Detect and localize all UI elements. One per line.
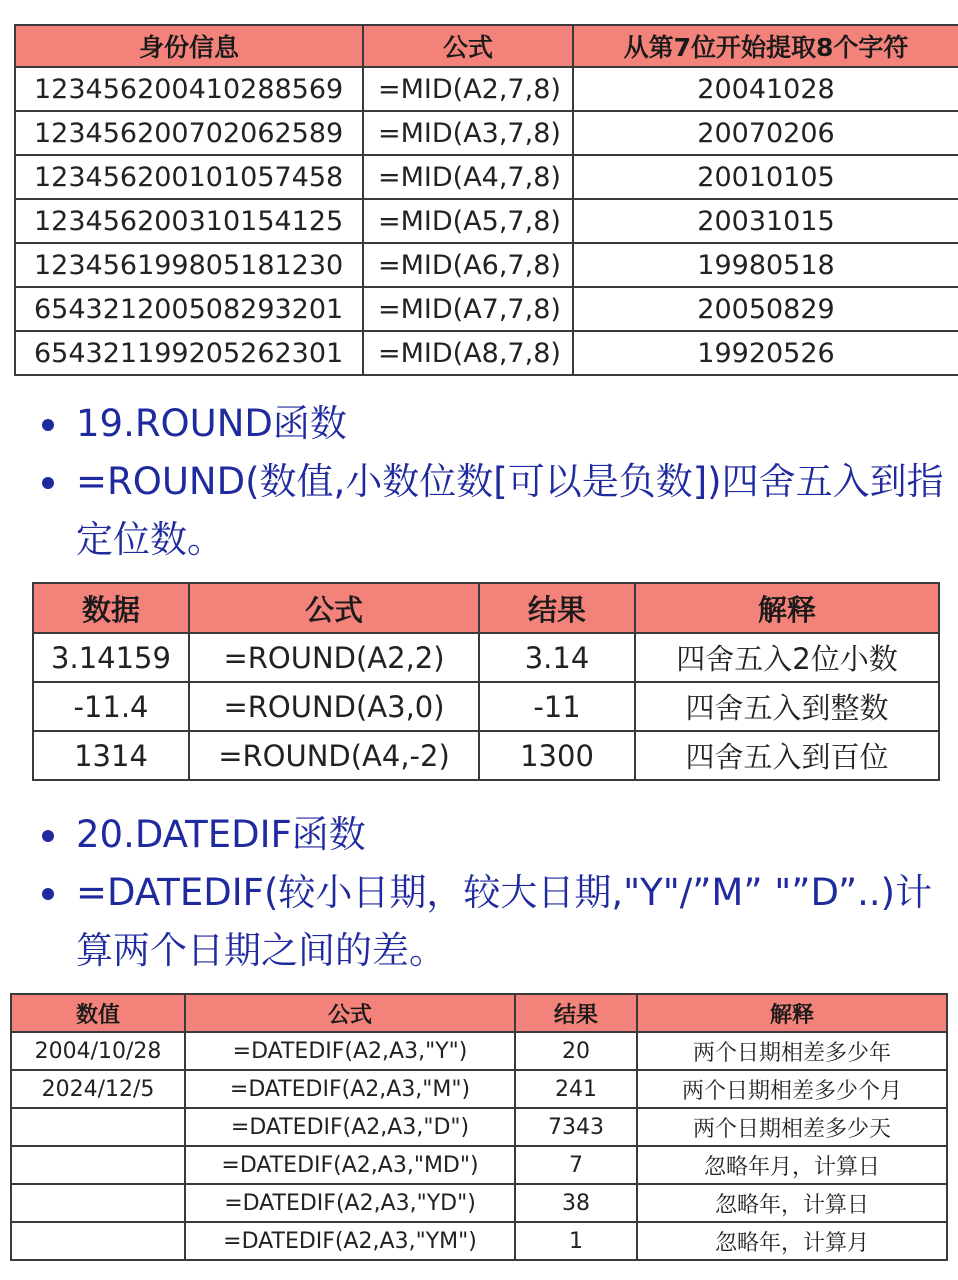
- table-row: [33, 633, 939, 682]
- result-cell: 20041028: [573, 67, 958, 111]
- header-data: 数据: [33, 583, 189, 633]
- table-row: [15, 331, 958, 375]
- table-row: [15, 155, 958, 199]
- round-function-table: [32, 582, 940, 781]
- result-cell: 20: [515, 1032, 637, 1070]
- id-cell: 123456200702062589: [15, 111, 363, 155]
- id-cell: 123456200410288569: [15, 67, 363, 111]
- result-cell: 7: [515, 1146, 637, 1184]
- value-cell: [11, 1146, 185, 1184]
- table-header-row: [15, 25, 958, 67]
- header-formula: 公式: [363, 25, 573, 67]
- result-cell: 1300: [479, 731, 635, 780]
- table-row: [11, 1032, 947, 1070]
- formula-cell: =DATEDIF(A2,A3,"Y"): [185, 1032, 515, 1070]
- header-value: 数值: [11, 994, 185, 1032]
- result-cell: 38: [515, 1184, 637, 1222]
- bullet-item: [0, 395, 958, 453]
- explanation-cell: 四舍五入到百位: [635, 731, 939, 780]
- value-cell: [11, 1222, 185, 1260]
- table-header-row: [33, 583, 939, 633]
- id-cell: 123456199805181230: [15, 243, 363, 287]
- bullet-dot-icon: [42, 888, 54, 900]
- table-row: [11, 1070, 947, 1108]
- bullet-text: 20.DATEDIF函数: [76, 813, 366, 856]
- value-cell: [11, 1108, 185, 1146]
- result-cell: 20010105: [573, 155, 958, 199]
- formula-cell: =MID(A3,7,8): [363, 111, 573, 155]
- table-row: [33, 731, 939, 780]
- result-cell: 20031015: [573, 199, 958, 243]
- value-cell: 2024/12/5: [11, 1070, 185, 1108]
- explanation-cell: 两个日期相差多少天: [637, 1108, 947, 1146]
- formula-cell: =ROUND(A2,2): [189, 633, 479, 682]
- id-cell: 123456200310154125: [15, 199, 363, 243]
- table-row: [11, 1184, 947, 1222]
- header-extract-result: 从第7位开始提取8个字符: [573, 25, 958, 67]
- explanation-cell: 忽略年月，计算日: [637, 1146, 947, 1184]
- header-explanation: 解释: [637, 994, 947, 1032]
- table-row: [11, 1222, 947, 1260]
- header-result: 结果: [479, 583, 635, 633]
- bullet-item: [0, 864, 958, 980]
- formula-cell: =MID(A8,7,8): [363, 331, 573, 375]
- table-row: [33, 682, 939, 731]
- data-cell: -11.4: [33, 682, 189, 731]
- result-cell: 1: [515, 1222, 637, 1260]
- explanation-cell: 四舍五入到整数: [635, 682, 939, 731]
- table-row: [15, 111, 958, 155]
- formula-cell: =MID(A2,7,8): [363, 67, 573, 111]
- result-cell: 20050829: [573, 287, 958, 331]
- table-row: [15, 243, 958, 287]
- datedif-function-table: [10, 993, 948, 1261]
- bullet-item: [0, 806, 958, 864]
- formula-cell: =DATEDIF(A2,A3,"M"): [185, 1070, 515, 1108]
- bullet-item: [0, 453, 958, 569]
- header-explanation: 解释: [635, 583, 939, 633]
- value-cell: [11, 1184, 185, 1222]
- formula-cell: =DATEDIF(A2,A3,"YD"): [185, 1184, 515, 1222]
- formula-cell: =ROUND(A4,-2): [189, 731, 479, 780]
- formula-cell: =MID(A4,7,8): [363, 155, 573, 199]
- table-row: [15, 199, 958, 243]
- formula-cell: =MID(A7,7,8): [363, 287, 573, 331]
- result-cell: 7343: [515, 1108, 637, 1146]
- id-cell: 123456200101057458: [15, 155, 363, 199]
- formula-cell: =ROUND(A3,0): [189, 682, 479, 731]
- data-cell: 1314: [33, 731, 189, 780]
- bullet-text: =DATEDIF(较小日期，较大日期,"Y"/”M” "”D”..)计算两个日期之间的差。: [76, 871, 933, 972]
- result-cell: 19920526: [573, 331, 958, 375]
- explanation-cell: 忽略年，计算月: [637, 1222, 947, 1260]
- table-row: [11, 1146, 947, 1184]
- explanation-cell: 四舍五入2位小数: [635, 633, 939, 682]
- id-cell: 654321200508293201: [15, 287, 363, 331]
- table-row: [15, 67, 958, 111]
- header-formula: 公式: [189, 583, 479, 633]
- bullet-dot-icon: [42, 477, 54, 489]
- bullet-text: =ROUND(数值,小数位数[可以是负数])四舍五入到指定位数。: [76, 460, 944, 561]
- header-formula: 公式: [185, 994, 515, 1032]
- data-cell: 3.14159: [33, 633, 189, 682]
- formula-cell: =DATEDIF(A2,A3,"D"): [185, 1108, 515, 1146]
- round-function-notes: [0, 395, 958, 569]
- explanation-cell: 两个日期相差多少年: [637, 1032, 947, 1070]
- explanation-cell: 两个日期相差多少个月: [637, 1070, 947, 1108]
- value-cell: 2004/10/28: [11, 1032, 185, 1070]
- explanation-cell: 忽略年，计算日: [637, 1184, 947, 1222]
- result-cell: 241: [515, 1070, 637, 1108]
- table-row: [15, 287, 958, 331]
- result-cell: 20070206: [573, 111, 958, 155]
- bullet-dot-icon: [42, 830, 54, 842]
- header-id-info: 身份信息: [15, 25, 363, 67]
- header-result: 结果: [515, 994, 637, 1032]
- formula-cell: =MID(A5,7,8): [363, 199, 573, 243]
- id-cell: 654321199205262301: [15, 331, 363, 375]
- mid-function-table: [14, 24, 958, 376]
- bullet-text: 19.ROUND函数: [76, 402, 347, 445]
- result-cell: 3.14: [479, 633, 635, 682]
- datedif-function-notes: [0, 806, 958, 980]
- formula-cell: =DATEDIF(A2,A3,"YM"): [185, 1222, 515, 1260]
- formula-cell: =DATEDIF(A2,A3,"MD"): [185, 1146, 515, 1184]
- formula-cell: =MID(A6,7,8): [363, 243, 573, 287]
- table-row: [11, 1108, 947, 1146]
- result-cell: 19980518: [573, 243, 958, 287]
- table-header-row: [11, 994, 947, 1032]
- bullet-dot-icon: [42, 419, 54, 431]
- result-cell: -11: [479, 682, 635, 731]
